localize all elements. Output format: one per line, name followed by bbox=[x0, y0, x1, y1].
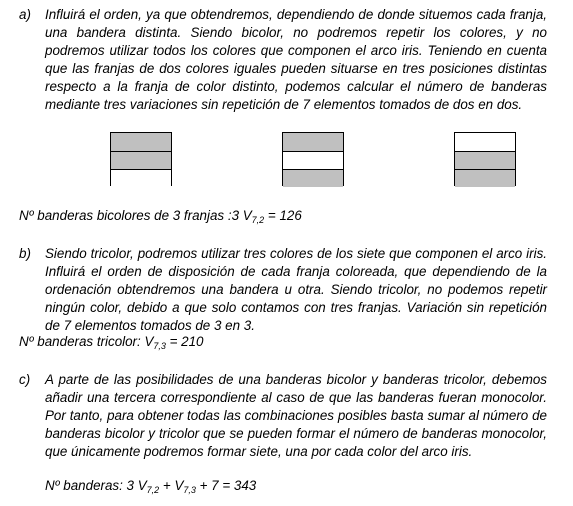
total-result-subscript-2: 7,3 bbox=[183, 485, 196, 495]
flag-1-stripe-bottom bbox=[111, 169, 171, 187]
total-result-value: + 7 = 343 bbox=[195, 478, 257, 493]
flag-diagram-2 bbox=[282, 132, 344, 186]
tricolor-result bbox=[19, 333, 204, 351]
total-result-subscript-1: 7,2 bbox=[146, 485, 160, 495]
tricolor-result-value: = 210 bbox=[165, 334, 204, 349]
bicolor-result-prefix: Nº banderas bicolores de 3 franjas :3 V bbox=[19, 208, 252, 223]
flag-1-stripe-top bbox=[111, 133, 171, 151]
flag-3-stripe-middle bbox=[455, 151, 515, 169]
flag-diagram-1 bbox=[110, 132, 172, 186]
flag-2-stripe-bottom bbox=[283, 169, 343, 187]
item-a-letter: a) bbox=[19, 7, 31, 22]
tricolor-result-prefix: Nº banderas tricolor: V bbox=[19, 334, 154, 349]
flag-3-stripe-bottom bbox=[455, 169, 515, 187]
item-b-text: Siendo tricolor, podremos utilizar tres colores de los siete que componen el arco iris. Influirá el orden de disposición de cada franja coloreada, que dependiendo de la ordenación obtendremos una bandera u otra. Siendo tricolor, no podemos repetir ningún color, debido a que solo contamos con tres franjas. Variación sin repetición de 7 elementos tomados de 3 en 3. bbox=[45, 246, 547, 333]
total-result bbox=[45, 477, 256, 495]
total-result-middle: + V bbox=[159, 478, 184, 493]
total-result-prefix: Nº banderas: 3 V bbox=[45, 478, 147, 493]
item-c-text: A parte de las posibilidades de una banderas bicolor y banderas tricolor, debemos añadir una tercera correspondiente al caso de que las banderas fueran monocolor. Por tanto, para obtener todas las combinaciones posibles basta sumar al número de banderas bicolor y tricolor que se pueden formar el número de banderas monocolor, que únicamente podremos formar siete, una por cada color del arco iris. bbox=[45, 372, 547, 459]
item-a bbox=[19, 6, 547, 114]
bicolor-result-value: = 126 bbox=[264, 208, 302, 223]
item-c bbox=[19, 371, 547, 461]
item-b-letter: b) bbox=[19, 246, 31, 261]
flag-3-stripe-top bbox=[455, 133, 515, 151]
flag-2-stripe-top bbox=[283, 133, 343, 151]
flag-diagram-3 bbox=[454, 132, 516, 186]
bicolor-result-subscript: 7,2 bbox=[251, 215, 265, 225]
flag-1-stripe-middle bbox=[111, 151, 171, 169]
item-a-text: Influirá el orden, ya que obtendremos, dependiendo de donde situemos cada franja, una bandera distinta. Siendo bicolor, no podremos repetir los colores, y no podremos utilizar todos los colores que componen el arco iris. Teniendo en cuenta que las franjas de dos colores iguales pueden situarse en tres posiciones distintas respecto a la franja de color distinto, podemos calcular el número de banderas mediante tres variaciones sin repetición de 7 elementos tomados de dos en dos. bbox=[45, 7, 547, 112]
flag-2-stripe-middle bbox=[283, 151, 343, 169]
item-b bbox=[19, 245, 547, 335]
tricolor-result-subscript: 7,3 bbox=[153, 341, 166, 351]
item-c-letter: c) bbox=[19, 372, 31, 387]
bicolor-result bbox=[19, 207, 302, 225]
